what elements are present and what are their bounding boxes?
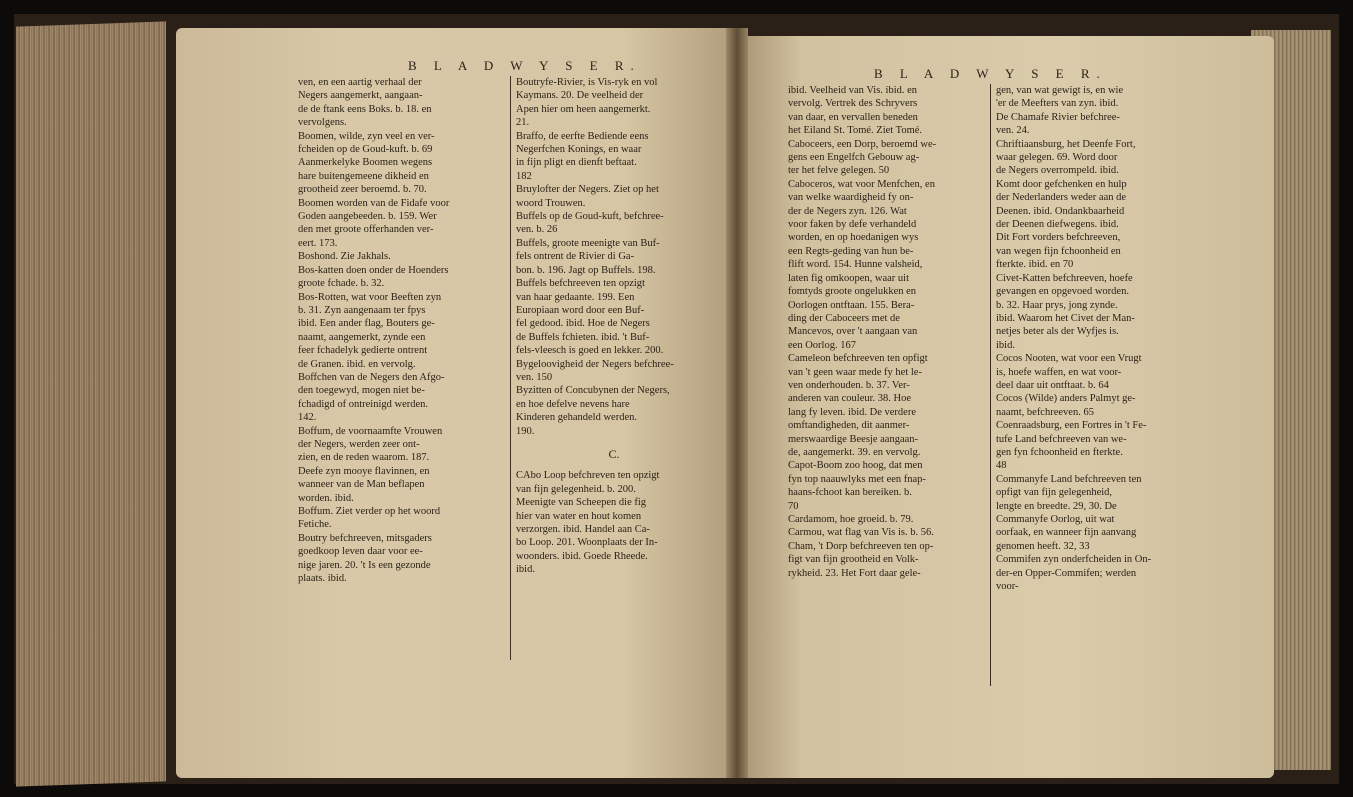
index-line: Commanyfe Land befchreeven ten	[996, 473, 1142, 485]
index-line: de Granen. ibid. en vervolg.	[298, 358, 416, 370]
index-line: der-en Opper-Commifen; werden	[996, 567, 1137, 579]
index-line: Aanmerkelyke Boomen wegens	[298, 157, 433, 169]
index-line: fcheiden op de Goud-kuft. b. 69	[298, 144, 433, 156]
left-page-column-1	[298, 76, 504, 585]
index-line: Boutry befchreeven, mitsgaders	[298, 532, 432, 544]
index-line: den met groote offerhanden ver-	[298, 224, 434, 236]
index-line: Dit Fort vorders befchreeven,	[996, 232, 1121, 244]
index-line: Byzitten of Concubynen der Negers,	[516, 385, 670, 397]
index-line: 'er de Meefters van zyn. ibid.	[996, 98, 1119, 110]
section-letter-heading: C.	[608, 446, 620, 461]
index-line: een Regts-geding van hun be-	[788, 245, 914, 257]
index-line: woonders. ibid. Goede Rheede.	[516, 550, 648, 562]
index-line: ding der Caboceers met de	[788, 312, 900, 324]
index-line: Fetiche.	[298, 519, 332, 531]
index-line: der Deenen diefwegens. ibid.	[996, 219, 1119, 231]
index-line: fchadigd of ontreinigd werden.	[298, 398, 429, 410]
index-line: bon. b. 196. Jagt op Buffels. 198.	[516, 264, 656, 276]
index-line: gevangen en opgevoed worden.	[996, 286, 1129, 298]
index-line: ibid. Waarom het Civet der Man-	[996, 312, 1135, 324]
index-line: b. 32. Haar prys, jong zynde.	[996, 299, 1118, 311]
index-line: Apen hier om heen aangemerkt.	[516, 103, 651, 115]
index-line: Bos-Rotten, wat voor Beeften zyn	[298, 291, 442, 303]
index-line: Caboceers, een Dorp, beroemd we-	[788, 138, 937, 150]
index-line: fel gedood. ibid. Hoe de Negers	[516, 318, 650, 330]
index-line: Goden aangebeeden. b. 159. Wer	[298, 211, 437, 223]
index-line: 70	[788, 500, 799, 512]
index-line: flift word. 154. Hunne valsheid,	[788, 259, 923, 271]
index-line: Mancevos, over 't aangaan van	[788, 326, 918, 338]
index-line: Capot-Boom zoo hoog, dat men	[788, 460, 923, 472]
index-line: Meenigte van Scheepen die fig	[516, 497, 647, 509]
index-line: ven, en een aartig verhaal der	[298, 77, 422, 88]
index-line: woord Trouwen.	[516, 197, 586, 209]
index-line: Bos-katten doen onder de Hoenders	[298, 264, 449, 276]
index-line: voor faken by defe verhandeld	[788, 219, 917, 231]
index-line: grootheid zeer beroemd. b. 70.	[298, 184, 427, 196]
index-line: Boutryfe-Rivier, is Vis-ryk en vol	[516, 77, 658, 88]
index-line: netjes beter als der Wyfjes is.	[996, 326, 1119, 338]
index-line: Kinderen gehandeld werden.	[516, 412, 637, 424]
left-page-header: B L A D W Y S E R.	[408, 58, 641, 73]
index-line: is, hoefe waffen, en wat voor-	[996, 366, 1122, 378]
index-line: vervolg. Vertrek des Schryvers	[788, 98, 918, 110]
index-line: anderen van couleur. 38. Hoe	[788, 393, 912, 405]
index-line: fels-vleesch is goed en lekker. 200.	[516, 345, 664, 357]
index-line: fels ontrent de Rivier di Ga-	[516, 251, 635, 263]
index-line: gens een Engelfch Gebouw ag-	[788, 152, 920, 164]
index-line: en hoe defelve nevens hare	[516, 398, 630, 410]
index-line: figt van fijn grootheid en Volk-	[788, 554, 919, 566]
index-line: ter het felve gelegen. 50	[788, 165, 890, 177]
index-line: naamt, befchreeven. 65	[996, 406, 1094, 418]
index-line: Europiaan word door een Buf-	[516, 304, 645, 316]
index-line: der de Negers zyn. 126. Wat	[788, 205, 907, 217]
index-line: het Eiland St. Tomé. Ziet Tomé.	[788, 125, 923, 137]
index-line: van wegen fijn fchoonheid en	[996, 245, 1121, 257]
index-line: Cham, 't Dorp befchreeven ten op-	[788, 540, 934, 552]
index-line: tufe Land befchreeven van we-	[996, 433, 1127, 445]
index-line: worden, en op hoedanigen wys	[788, 232, 919, 244]
index-line: goedkoop leven daar voor ee-	[298, 546, 423, 558]
index-line: ven. 24.	[996, 125, 1030, 137]
index-line: Caboceros, wat voor Menfchen, en	[788, 178, 935, 190]
index-line: merswaardige Beesje aangaan-	[788, 433, 919, 445]
index-line: bo Loop. 201. Woonplaats der In-	[516, 537, 658, 549]
index-line: lang fy leven. ibid. De verdere	[788, 406, 916, 418]
index-line: ibid.	[516, 564, 535, 576]
right-page-column-2	[996, 84, 1192, 593]
index-line: den toegewyd, mogen niet be-	[298, 385, 425, 397]
index-line: de Buffels fchieten. ibid. 't Buf-	[516, 331, 650, 343]
page-edges-left	[16, 21, 166, 786]
index-line: oorfaak, en wanneer fijn aanvang	[996, 527, 1137, 539]
index-line: voor-	[996, 581, 1019, 593]
index-line: Boffum. Ziet verder op het woord	[298, 506, 441, 517]
index-line: ven onderhouden. b. 37. Ver-	[788, 379, 910, 391]
index-line: ven. 150	[516, 371, 553, 383]
index-line: 48	[996, 460, 1007, 472]
index-line: Boomen worden van de Fidafe voor	[298, 197, 450, 209]
index-line: omftandigheden, dit aanmer-	[788, 420, 910, 432]
index-line: ibid. Veelheid van Vis. ibid. en	[788, 85, 918, 96]
index-line: verzorgen. ibid. Handel aan Ca-	[516, 524, 650, 535]
index-line: Buffels befchreeven ten opzigt	[516, 278, 645, 290]
index-line: fomtyds groote ongelukken en	[788, 286, 917, 298]
index-line: fterkte. ibid. en 70	[996, 259, 1074, 271]
index-line: gen, van wat gewigt is, en wie	[996, 85, 1124, 96]
index-line: Cocos Nooten, wat voor een Vrugt	[996, 353, 1142, 365]
index-line: Commanyfe Oorlog, uit wat	[996, 514, 1115, 525]
index-line: plaats. ibid.	[298, 573, 347, 585]
index-line: naamt, aangemerkt, zynde een	[298, 331, 426, 343]
right-column-rule	[990, 84, 991, 686]
index-line: Cameleon befchreeven ten opfigt	[788, 353, 928, 365]
index-line: opfigt van fijn gelegenheid,	[996, 487, 1113, 499]
index-line: De Chamafe Rivier befchree-	[996, 111, 1120, 123]
index-line: in fijn pligt en dienft beftaat.	[516, 157, 637, 169]
index-line: Boffum, de voornaamfte Vrouwen	[298, 425, 443, 437]
left-page-column-2	[516, 76, 712, 577]
index-line: wanneer van de Man beflapen	[298, 479, 425, 491]
index-line: Braffo, de eerfte Bediende eens	[516, 130, 649, 142]
index-line: eert. 173.	[298, 237, 338, 249]
book-gutter	[726, 28, 748, 778]
index-line: van fijn gelegenheid. b. 200.	[516, 483, 636, 495]
index-line: Komt door gefchenken en hulp	[996, 178, 1127, 190]
index-line: van haar gedaante. 199. Een	[516, 291, 635, 303]
index-line: Deenen. ibid. Ondankbaarheid	[996, 205, 1125, 217]
index-line: Oorlogen ontftaan. 155. Bera-	[788, 299, 915, 311]
index-line: feer fchadelyk gedierte ontrent	[298, 345, 428, 357]
index-line: lengte en breedte. 29, 30. De	[996, 500, 1117, 512]
index-line: nige jaren. 20. 't Is een gezonde	[298, 559, 431, 571]
index-line: hare buitengemeene dikheid en	[298, 170, 429, 182]
index-line: de de ftank eens Boks. b. 18. en	[298, 103, 432, 115]
index-line: Bygeloovigheid der Negers befchree-	[516, 358, 674, 370]
index-line: Cocos (Wilde) anders Palmyt ge-	[996, 393, 1136, 405]
index-line: zien, en de reden waarom. 187.	[298, 452, 430, 464]
index-line: Boomen, wilde, zyn veel en ver-	[298, 130, 435, 142]
index-line: Negers aangemerkt, aangaan-	[298, 90, 423, 102]
index-line: hier van water en hout komen	[516, 510, 642, 522]
index-line: Buffels op de Goud-kuft, befchree-	[516, 211, 664, 223]
index-line: der Nederlanders weder aan de	[996, 192, 1127, 204]
index-line: CAbo Loop befchreven ten opzigt	[516, 470, 660, 482]
index-line: Coenraadsburg, een Fortres in 't Fe-	[996, 420, 1147, 432]
index-line: fyn top naauwlyks met een fnap-	[788, 473, 926, 485]
index-line: de, aangemerkt. 39. en vervolg.	[788, 446, 921, 458]
index-line: Carmou, wat flag van Vis is. b. 56.	[788, 527, 934, 539]
index-line: genomen heeft. 32, 33	[996, 540, 1090, 552]
index-line: groote fchade. b. 32.	[298, 278, 385, 290]
index-line: ibid.	[996, 339, 1015, 351]
index-line: haans-fchoot kan bereiken. b.	[788, 487, 912, 499]
index-line: ven. b. 26	[516, 224, 558, 236]
index-line: van daar, en vervallen beneden	[788, 111, 918, 123]
index-line: Boshond. Zie Jakhals.	[298, 251, 391, 263]
index-line: Bruylofter der Negers. Ziet op het	[516, 184, 659, 196]
index-line: Cardamom, hoe groeid. b. 79.	[788, 514, 914, 525]
index-line: Boffchen van de Negers den Afgo-	[298, 371, 445, 383]
index-line: 190.	[516, 425, 535, 437]
index-line: van welke waardigheid fy on-	[788, 192, 914, 204]
index-line: der Negers, werden zeer ont-	[298, 438, 420, 450]
index-line: b. 31. Zyn aangenaam ter fpys	[298, 304, 426, 316]
index-line: een Oorlog. 167	[788, 339, 856, 351]
index-line: Negerfchen Konings, en waar	[516, 144, 642, 156]
index-line: de Negers overrompeld. ibid.	[996, 165, 1119, 177]
index-line: 21.	[516, 117, 530, 129]
index-line: van 't geen waar mede fy het le-	[788, 366, 922, 378]
index-line: deel daar uit ontftaat. b. 64	[996, 379, 1109, 391]
index-line: Buffels, groote meenigte van Buf-	[516, 237, 660, 249]
left-column-rule	[510, 76, 511, 660]
index-line: worden. ibid.	[298, 492, 354, 504]
index-line: Deefe zyn mooye flavinnen, en	[298, 465, 430, 477]
index-line: 142.	[298, 412, 317, 424]
index-line: gen fyn fchoonheid en fterkte.	[996, 446, 1123, 458]
index-line: vervolgens.	[298, 117, 347, 129]
index-line: ibid. Een ander flag, Bouters ge-	[298, 318, 435, 330]
index-line: Kaymans. 20. De veelheid der	[516, 90, 644, 102]
right-page-header: B L A D W Y S E R.	[874, 66, 1107, 81]
index-line: 182	[516, 170, 532, 182]
index-line: Commifen zyn onderfcheiden in On-	[996, 554, 1152, 566]
index-line: Chriftiaansburg, het Deenfe Fort,	[996, 138, 1136, 150]
index-line: rykheid. 23. Het Fort daar gele-	[788, 567, 921, 579]
right-page-column-1	[788, 84, 984, 580]
index-line: Civet-Katten befchreeven, hoefe	[996, 272, 1133, 284]
index-line: waar gelegen. 69. Word door	[996, 152, 1118, 164]
index-line: laten fig omkoopen, waar uit	[788, 272, 910, 284]
